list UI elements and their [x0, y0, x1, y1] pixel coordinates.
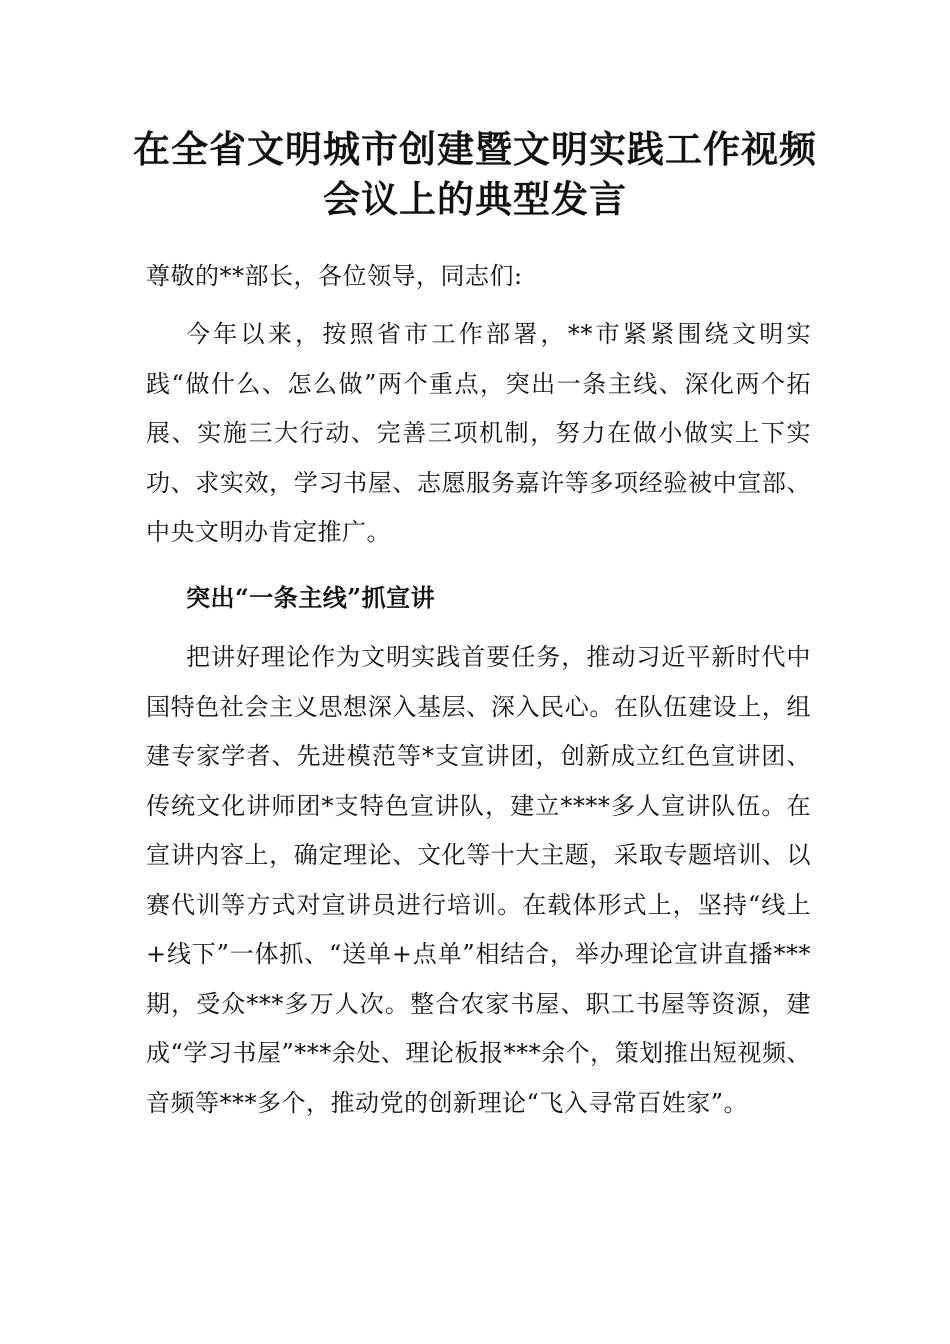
section-heading: 突出“一条主线”抓宣讲 [186, 583, 436, 612]
document-title-line-2: 会议上的典型发言 [323, 177, 627, 221]
salutation: 尊敬的**部长，各位领导，同志们: [146, 262, 523, 290]
document-title-line-1: 在全省文明城市创建暨文明实践工作视频 [133, 127, 817, 171]
intro-paragraph: 今年以来，按照省市工作部署，**市紧紧围绕文明实践“做什么、怎么做”两个重点，突出一条主线、深化两个拓展、实施三大行动、完善三项机制，努力在做小做实上下实功、求实效，学习书屋、志愿服务嘉许等多项经验被中宣部、中央文明办肯定推广。 [146, 320, 811, 546]
section-paragraph: 把讲好理论作为文明实践首要任务，推动习近平新时代中国特色社会主义思想深入基层、深入民心。在队伍建设上，组建专家学者、先进模范等*支宣讲团，创新成立红色宣讲团、传统文化讲师团*支特色宣讲队，建立****多人宣讲队伍。在宣讲内容上，确定理论、文化等十大主题，采取专题培训、以赛代训等方式对宣讲员进行培训。在载体形式上，坚持“线上+线下”一体抓、“送单+点单”相结合，举办理论宣讲直播***期，受众***多万人次。整合农家书屋、职工书屋等资源，建成“学习书屋”***余处、理论板报***余个，策划推出短视频、音频等***多个，推动党的创新理论“飞入寻常百姓家”。 [146, 643, 811, 1117]
